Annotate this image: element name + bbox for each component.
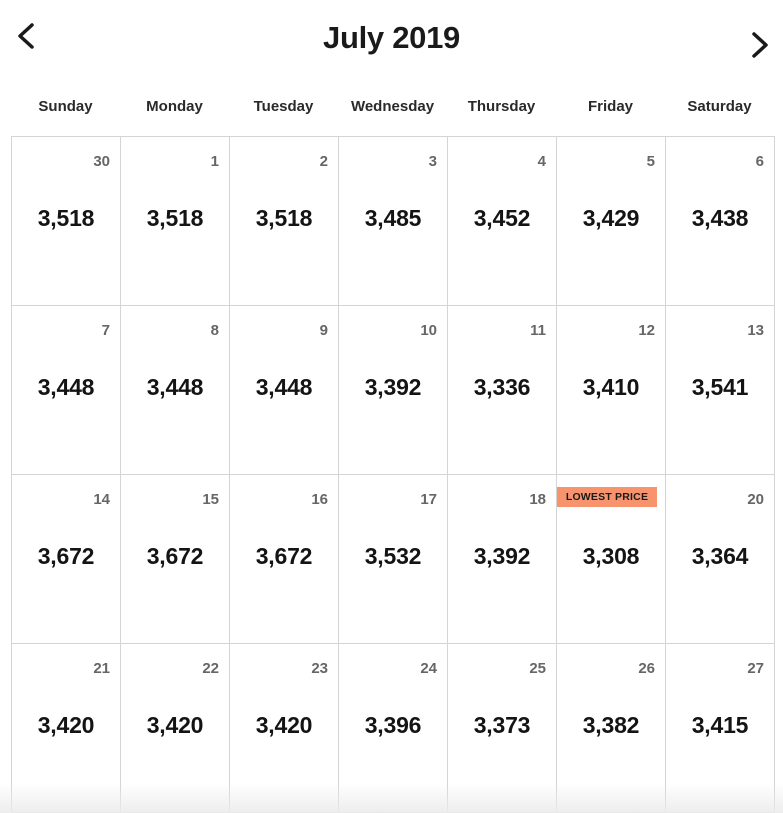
day-cell[interactable] [448,137,557,306]
day-cell[interactable] [230,306,339,475]
day-number: 4 [537,153,546,170]
day-number: 17 [420,491,437,508]
weekday-tuesday: Tuesday [253,98,314,115]
day-price: 3,392 [364,374,422,400]
calendar-header [0,0,783,82]
day-cell[interactable] [557,137,666,306]
day-cell[interactable] [666,306,775,475]
day-number: 26 [638,660,655,677]
day-price: 3,415 [691,712,749,738]
day-number: 22 [202,660,219,677]
day-price: 3,396 [364,712,422,738]
day-number: 1 [210,153,219,170]
weekday-saturday: Saturday [687,98,752,115]
day-number: 10 [420,322,437,339]
day-price: 3,308 [582,543,640,569]
day-price: 3,672 [255,543,313,569]
day-cell[interactable] [448,644,557,813]
day-number: 8 [210,322,219,339]
day-cell[interactable] [339,644,448,813]
day-number: 24 [420,660,437,677]
day-cell[interactable] [12,475,121,644]
day-cell[interactable] [557,644,666,813]
day-cell[interactable] [339,137,448,306]
day-cell[interactable] [557,306,666,475]
day-number: 20 [747,491,764,508]
weekday-wednesday: Wednesday [350,98,435,115]
day-number: 23 [311,660,328,677]
day-price: 3,672 [37,543,95,569]
day-number: 13 [747,322,764,339]
next-month-button[interactable] [740,26,780,66]
day-price: 3,452 [473,205,531,231]
day-price: 3,448 [146,374,204,400]
day-number: 15 [202,491,219,508]
day-price: 3,420 [146,712,204,738]
day-number: 14 [93,491,110,508]
day-price: 3,410 [582,374,640,400]
day-number: 5 [646,153,655,170]
day-number: 27 [747,660,764,677]
day-price: 3,392 [473,543,531,569]
day-price: 3,336 [473,374,531,400]
day-price: 3,438 [691,205,749,231]
day-price: 3,518 [146,205,204,231]
day-price: 3,364 [691,543,749,569]
chevron-right-icon [740,26,780,66]
day-number: 30 [93,153,110,170]
calendar-grid [11,136,775,813]
day-price: 3,532 [364,543,422,569]
day-number: 25 [529,660,546,677]
day-number: 21 [93,660,110,677]
lowest-price-badge: LOWEST PRICE [557,487,657,507]
day-price: 3,448 [37,374,95,400]
day-price: 3,373 [473,712,531,738]
day-price: 3,518 [255,205,313,231]
weekday-sunday: Sunday [38,98,93,115]
weekday-header-row [11,92,774,122]
day-cell[interactable] [12,306,121,475]
day-number: 12 [638,322,655,339]
day-number: 2 [319,153,328,170]
day-price: 3,429 [582,205,640,231]
day-cell[interactable] [121,475,230,644]
day-price: 3,485 [364,205,422,231]
day-cell[interactable] [230,644,339,813]
day-cell[interactable] [339,306,448,475]
day-cell[interactable] [12,137,121,306]
day-cell[interactable] [121,644,230,813]
day-cell[interactable] [339,475,448,644]
month-title: July 2019 [323,20,460,55]
day-cell[interactable] [448,475,557,644]
weekday-monday: Monday [146,98,203,115]
day-cell[interactable] [121,306,230,475]
day-number: 7 [101,322,110,339]
day-price: 3,448 [255,374,313,400]
day-price: 3,672 [146,543,204,569]
day-price: 3,541 [691,374,749,400]
day-cell[interactable] [230,475,339,644]
day-cell[interactable] [666,475,775,644]
day-price: 3,518 [37,205,95,231]
day-cell[interactable] [448,306,557,475]
day-price: 3,382 [582,712,640,738]
day-cell[interactable] [557,475,666,644]
day-cell[interactable] [121,137,230,306]
day-cell[interactable] [666,644,775,813]
day-price: 3,420 [37,712,95,738]
weekday-thursday: Thursday [467,98,536,115]
day-cell[interactable] [230,137,339,306]
day-number: 3 [428,153,437,170]
day-number: 6 [755,153,764,170]
day-number: 18 [529,491,546,508]
day-price: 3,420 [255,712,313,738]
day-number: 9 [319,322,328,339]
day-number: 16 [311,491,328,508]
weekday-friday: Friday [587,98,633,115]
day-number: 11 [530,322,546,339]
day-cell[interactable] [12,644,121,813]
day-cell[interactable] [666,137,775,306]
